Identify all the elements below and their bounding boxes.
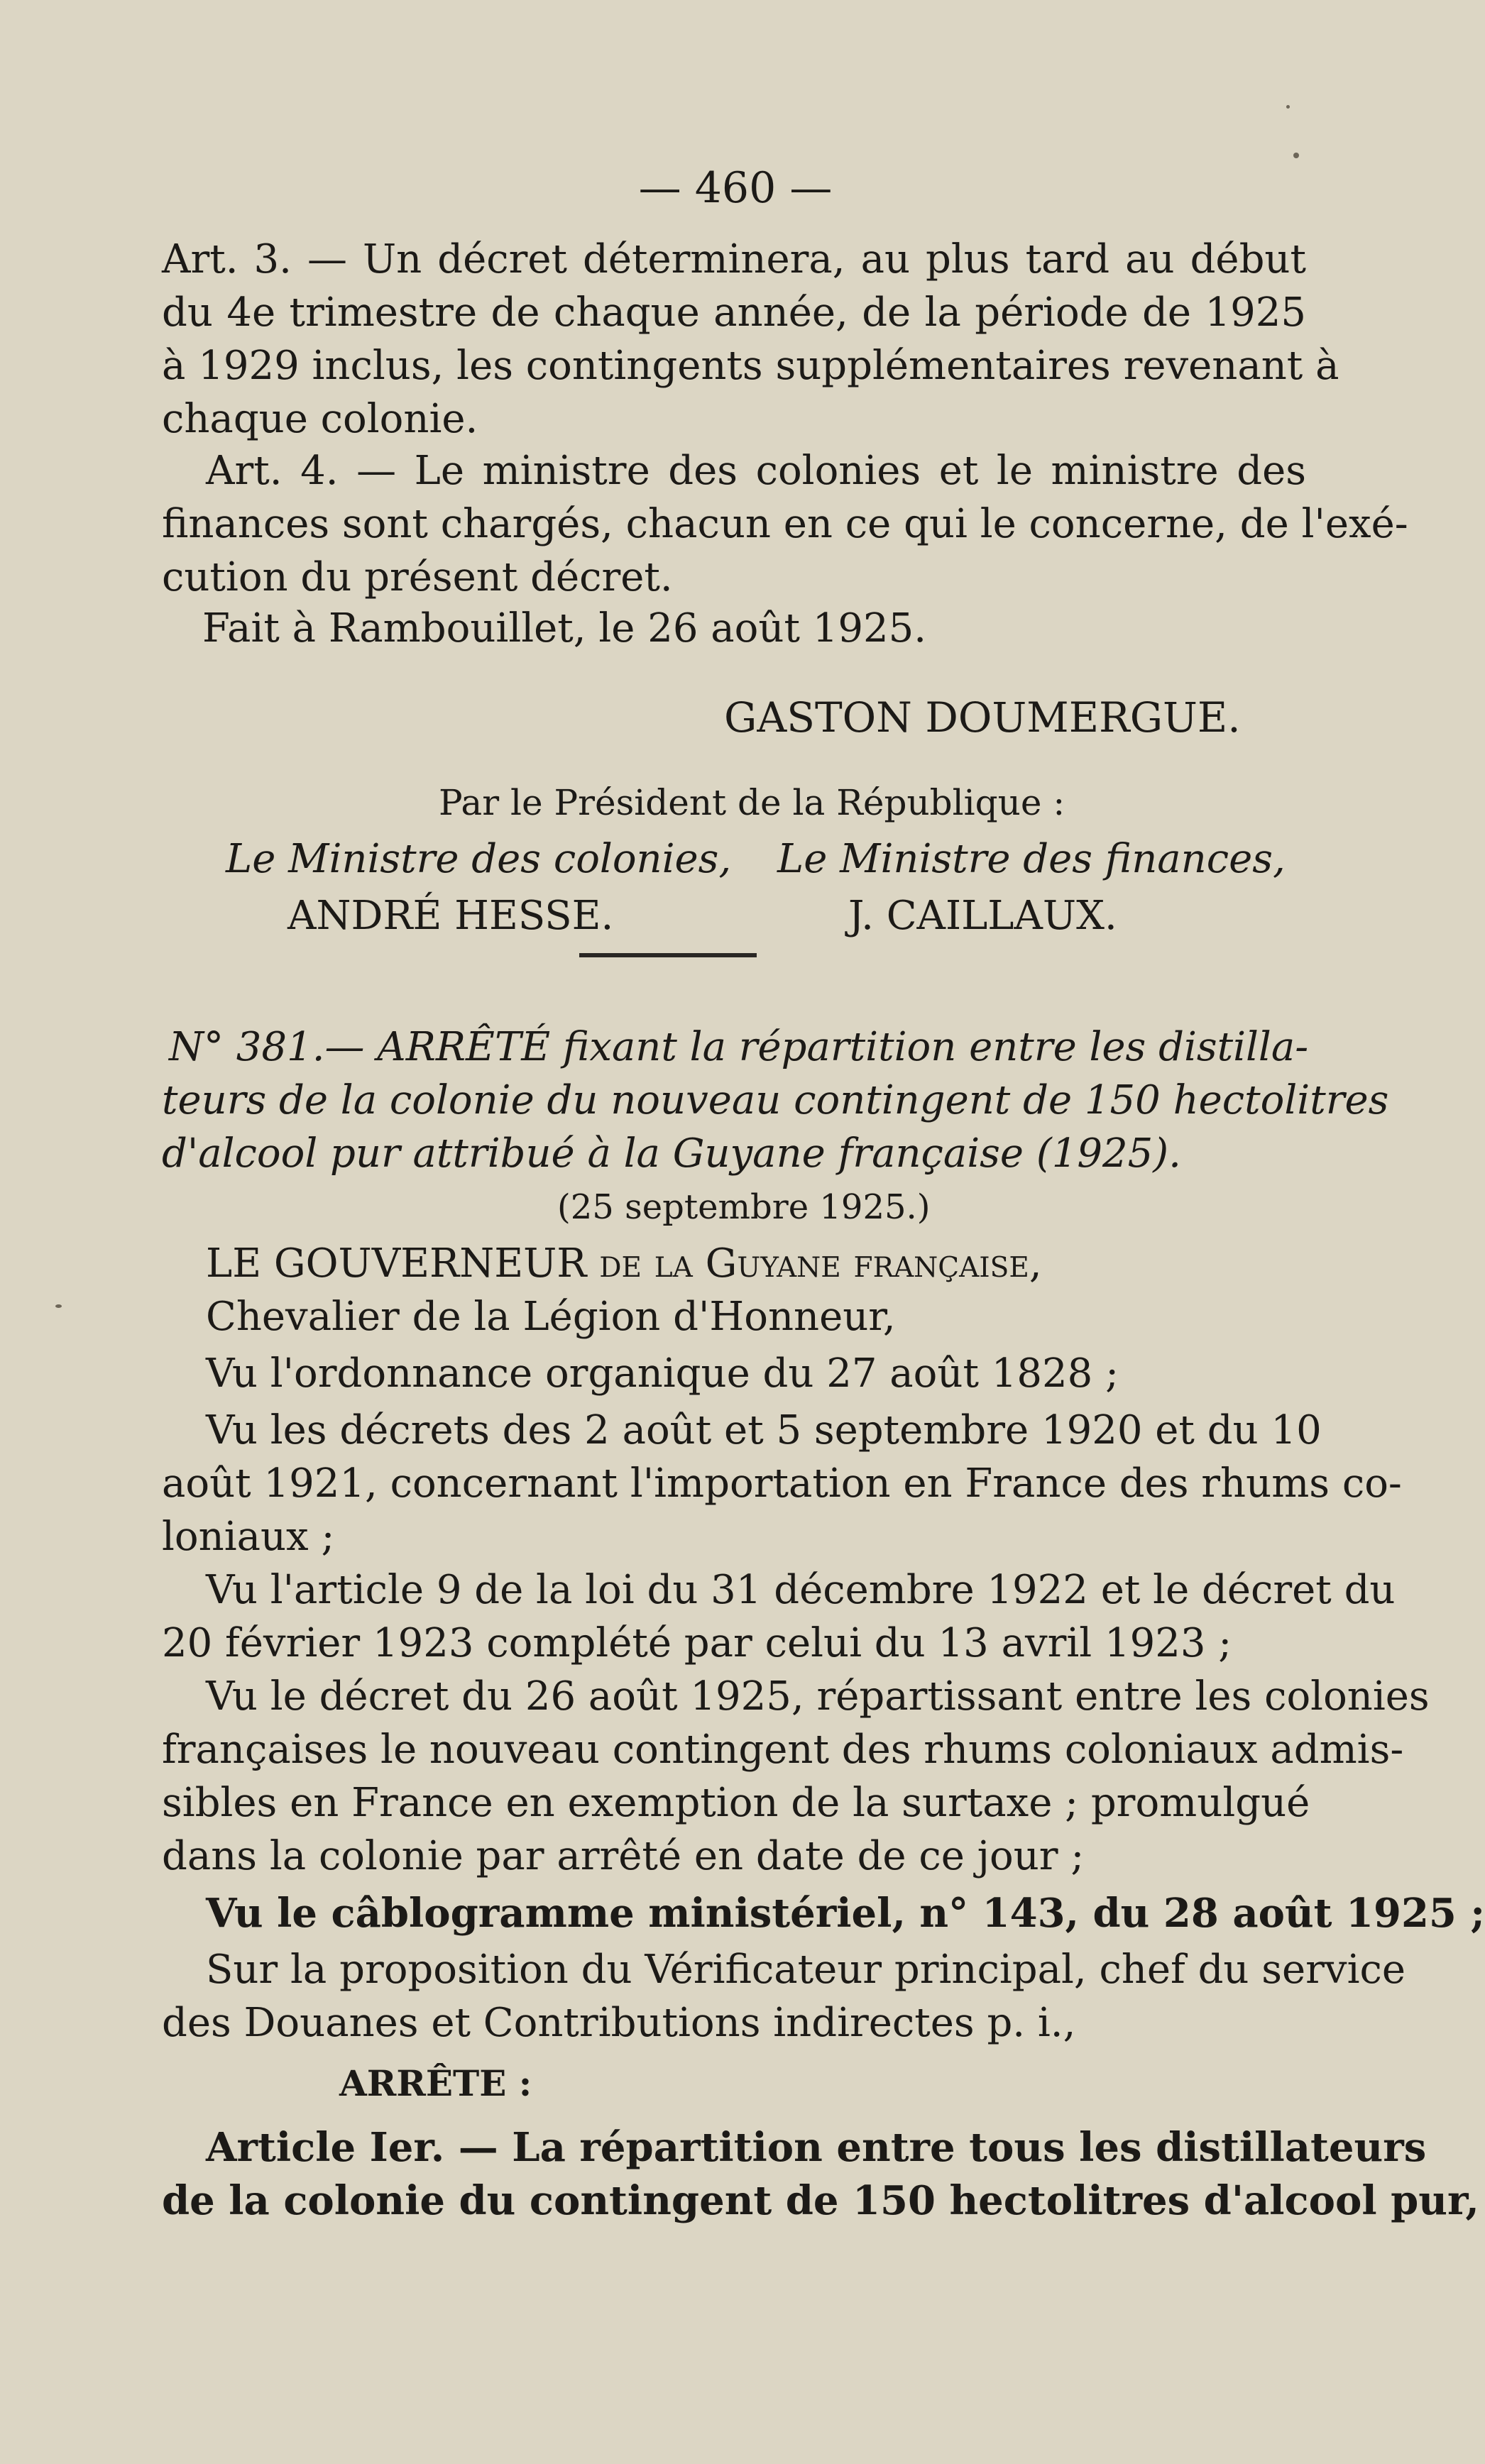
arrete-heading: ARRÊTE : [339,2062,532,2104]
arrete-title-line-1: N° 381.— ARRÊTÉ fixant la répartition entre les distilla- [169,1024,1309,1070]
gouverneur-line-1: LE GOUVERNEUR de la Guyane française, [206,1241,1042,1287]
art3-line-2: du 4e trimestre de chaque année, de la période de 1925 [162,290,1306,336]
art3-line-4: chaque colonie. [162,396,478,442]
fait-line: Fait à Rambouillet, le 26 août 1925. [202,605,927,651]
arrete-date: (25 septembre 1925.) [557,1187,931,1227]
president-signature: GASTON DOUMERGUE. [724,693,1241,742]
vu-4-line-1: Vu le décret du 26 août 1925, répartissant entre les colonies [206,1673,1430,1720]
article-1-line-2: de la colonie du contingent de 150 hectolitres d'alcool pur, [162,2177,1479,2224]
sur-proposition-line-2: des Douanes et Contributions indirectes p. i., [162,2000,1076,2046]
arrete-title-line-3: d'alcool pur attribué à la Guyane française (1925). [162,1131,1181,1177]
ministre-colonies-title: Le Ministre des colonies, [226,836,732,882]
gouverneur-line-2: Chevalier de la Légion d'Honneur, [206,1294,896,1340]
vu-2-line-3: loniaux ; [162,1514,335,1560]
vu-3-line-2: 20 février 1923 complété par celui du 13 avril 1923 ; [162,1620,1232,1666]
vu-2-line-1: Vu les décrets des 2 août et 5 septembre 1920 et du 10 [206,1407,1322,1453]
vu-4-line-2: françaises le nouveau contingent des rhums coloniaux admis- [162,1727,1404,1773]
page-number: — 460 — [638,163,833,213]
art3-line-3: à 1929 inclus, les contingents supplémentaires revenant à [162,343,1339,389]
vu-1: Vu l'ordonnance organique du 27 août 1828 ; [206,1351,1119,1397]
article-1-line-1: Article Ier. — La répartition entre tous les distillateurs [206,2124,1427,2171]
paper-speck [1286,105,1290,109]
vu-5: Vu le câblogramme ministériel, n° 143, du 28 août 1925 ; [206,1890,1485,1937]
paper-speck [55,1304,62,1308]
ministre-finances-title: Le Ministre des finances, [777,836,1286,882]
arrete-title-line-2: teurs de la colonie du nouveau contingent de 150 hectolitres [162,1077,1389,1123]
ministre-finances-name: J. CAILLAUX. [848,893,1117,939]
vu-2-line-2: août 1921, concernant l'importation en France des rhums co- [162,1461,1402,1507]
vu-3-line-1: Vu l'article 9 de la loi du 31 décembre 1922 et le décret du [206,1567,1396,1613]
art4-line-1: Art. 4. — Le ministre des colonies et le ministre des [206,448,1306,494]
separator-rule [579,953,757,957]
art3-line-1: Art. 3. — Un décret déterminera, au plus tard au début [162,236,1306,282]
art4-line-2: finances sont chargés, chacun en ce qui le concerne, de l'exé- [162,501,1408,547]
paper-speck [1293,153,1299,158]
ministre-colonies-name: ANDRÉ HESSE. [287,893,614,939]
vu-4-line-3: sibles en France en exemption de la surtaxe ; promulgué [162,1780,1310,1826]
art4-line-3: cution du présent décret. [162,554,673,600]
par-le-president: Par le Président de la République : [439,782,1065,823]
sur-proposition-line-1: Sur la proposition du Vérificateur principal, chef du service [206,1947,1405,1993]
vu-4-line-4: dans la colonie par arrêté en date de ce jour ; [162,1833,1085,1879]
